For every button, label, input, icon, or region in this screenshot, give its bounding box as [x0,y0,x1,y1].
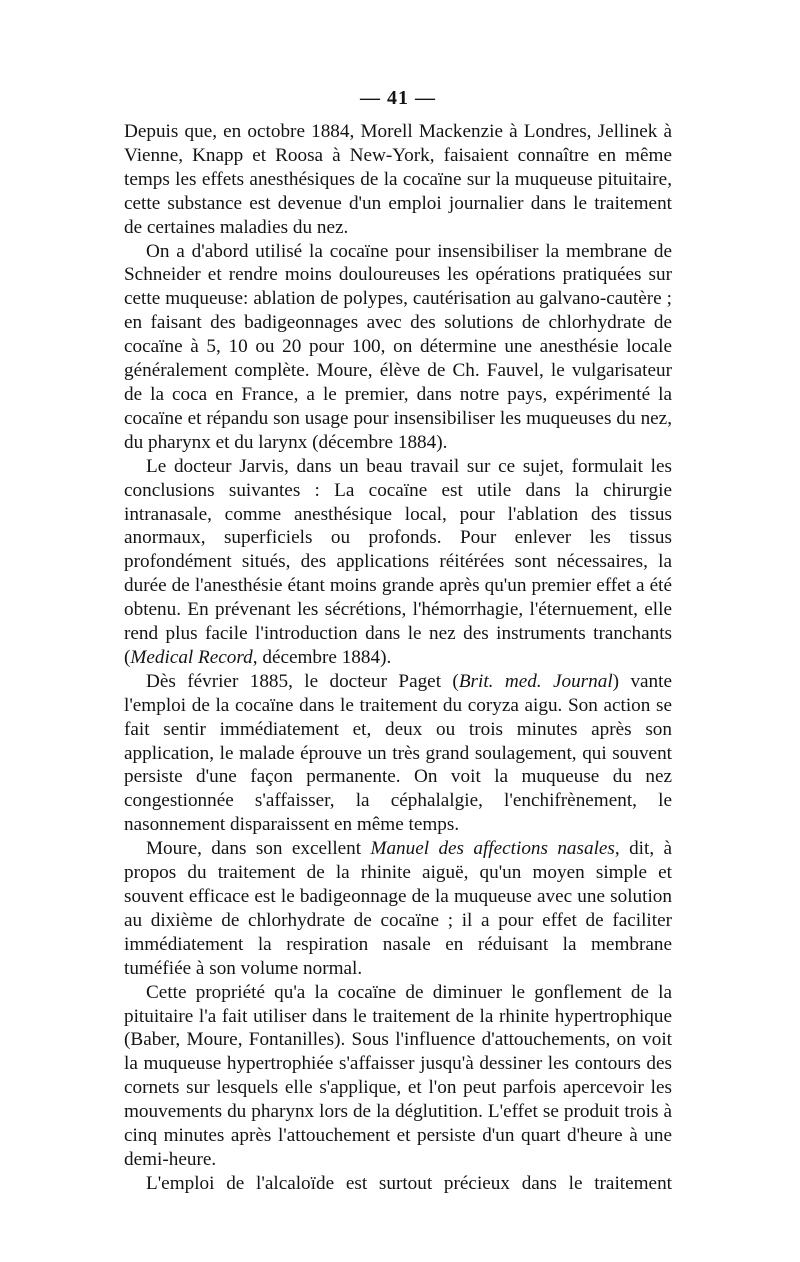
text-run: , décembre 1884). [252,646,392,668]
text-run: Le docteur Jarvis, dans un beau travail sur ce sujet, formulait les conclusions suivantes : La cocaïne est utile dans la chirurgie intranasale, comme anesthésique local, pour l'ablation des tissus anormaux, superficiels ou profonds. Pour enlever les tissus profondément situés, des applications réitérées sont nécessaires, la durée de l'anesthésie étant moins grande après qu'un premier effet a été obtenu. En prévenant les sécrétions, l'hémorrhagie, l'éternuement, elle rend plus facile l'introduction dans le nez des instruments tranchants ( [124,455,672,668]
paragraph [124,670,672,837]
paragraph [124,837,672,980]
paragraph [124,1172,672,1196]
text-run: Depuis que, en octobre 1884, Morell Mackenzie à Londres, Jellinek à Vienne, Knapp et Roosa à New-York, faisaient connaître en même temps les effets anesthésiques de la cocaïne sur la muqueuse pituitaire, cette substance est devenue d'un emploi journalier dans le traitement de certaines maladies du nez. [124,121,672,238]
paragraph [124,240,672,455]
text-run: ) vante l'emploi de la cocaïne dans le traitement du coryza aigu. Son action se fait sentir immédiatement et, deux ou trois minutes après son application, le malade éprouve un très grand soulagement, qui souvent persiste d'une façon permanente. On voit la muqueuse du nez congestionnée s'affaisser, la céphalalgie, l'enchifrènement, le nasonnement disparaissent en même temps. [124,670,672,836]
text-run: Cette propriété qu'a la cocaïne de diminuer le gonflement de la pituitaire l'a fait utiliser dans le traitement de la rhinite hypertrophique (Baber, Moure, Fontanilles). Sous l'influence d'attouchements, on voit la muqueuse hypertrophiée s'affaisser jusqu'à dessiner les contours des cornets sur lesquels elle s'applique, et l'on peut parfois apercevoir les mouvements du pharynx lors de la déglutition. L'effet se produit trois à cinq minutes après l'attouchement et persiste d'un quart d'heure à une demi-heure. [124,981,672,1170]
text-run: , dit, à propos du traitement de la rhinite aiguë, qu'un moyen simple et souvent efficace est le badigeonnage de la muqueuse avec une solution au dixième de chlorhydrate de cocaïne ; il a pour effet de faciliter immédiatement la respiration nasale en réduisant la membrane tuméfiée à son volume normal. [124,838,672,979]
text-run: Moure, dans son excellent [146,838,371,860]
text-run: Dès février 1885, le docteur Paget ( [146,670,459,692]
paragraph [124,455,672,670]
paragraph [124,981,672,1172]
book-page [124,86,672,1196]
text-run: On a d'abord utilisé la cocaïne pour insensibiliser la membrane de Schneider et rendre moins douloureuses les opérations pratiquées sur cette muqueuse: ablation de polypes, cautérisation au galvano-cautère ; en faisant des badigeonnages avec des solutions de chlorhydrate de cocaïne à 5, 10 ou 20 pour 100, on détermine une anesthésie locale généralement complète. Moure, élève de Ch. Fauvel, le vulgarisateur de la coca en France, a le premier, dans notre pays, expérimenté la cocaïne et répandu son usage pour insensibiliser les muqueuses du nez, du pharynx et du larynx (décembre 1884). [124,240,672,453]
page-number: — 41 — [360,87,436,109]
citation-title: Brit. med. Journal [458,670,613,692]
book-title: Manuel des affections nasales [370,838,615,860]
citation-title: Medical Record [130,646,253,668]
text-run: L'emploi de l'alcaloïde est surtout précieux dans le traitement [146,1172,672,1194]
paragraph [124,120,672,240]
